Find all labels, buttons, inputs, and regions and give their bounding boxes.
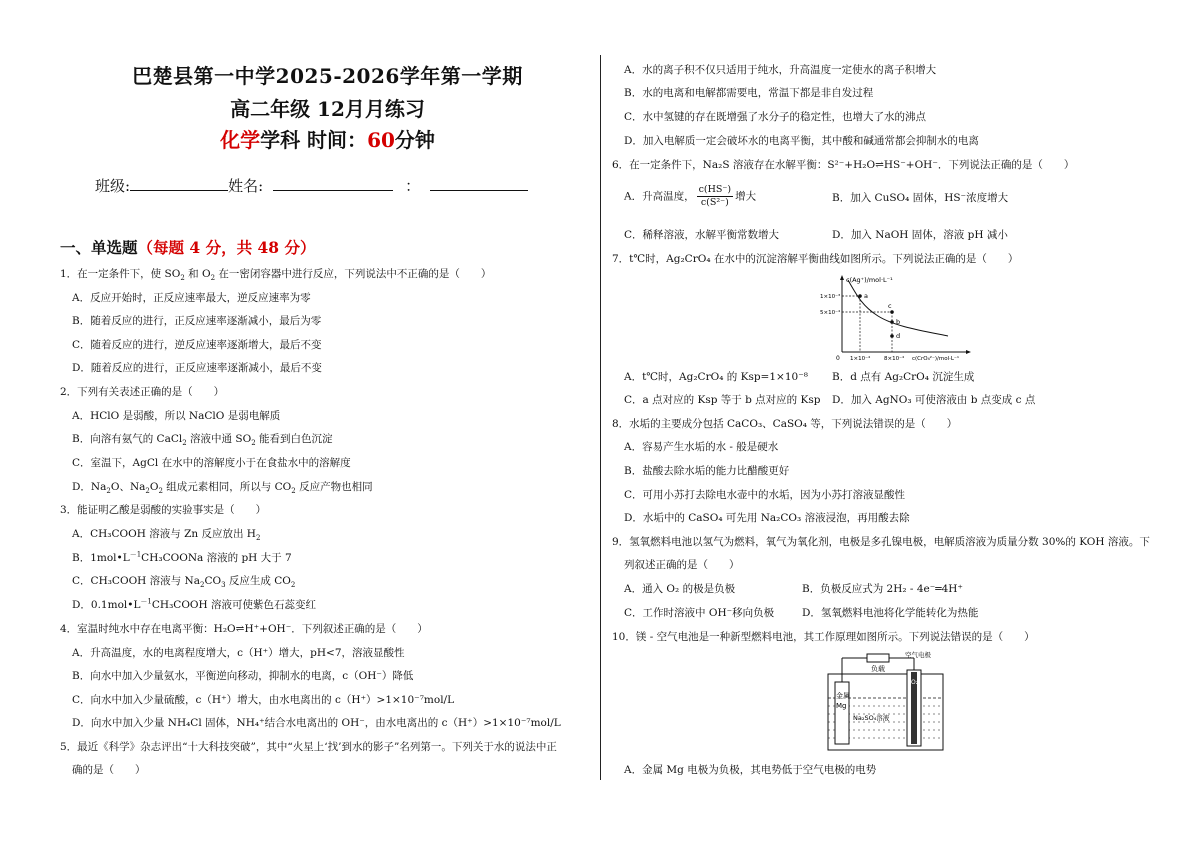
q3-option-c: C．CH₃COOH 溶液与 $Na_2CO_3$ 反应生成 $CO_2$ — [72, 575, 296, 590]
q4-option-d: D．向水中加入少量 NH₄Cl 固体，NH₄⁺结合水电离出的 OH⁻，由水电离出的 c（H⁺）>1×10⁻⁷mol/L — [72, 717, 561, 729]
mg-air-battery-diagram — [825, 650, 950, 755]
exam-subject-line — [55, 124, 600, 153]
name-field[interactable] — [273, 176, 393, 191]
point-a — [858, 294, 862, 298]
class-label: 班级: — [95, 177, 131, 195]
svg-text:Mg: Mg — [836, 702, 847, 710]
q7-option-a: A．t℃时，Ag₂CrO₄ 的 Ksp=1×10⁻⁸ — [624, 371, 808, 383]
q7-option-c: C．a 点对应的 Ksp 等于 b 点对应的 Ksp — [624, 394, 821, 406]
section-title-text: 一、单选题 — [60, 238, 138, 257]
point-d — [890, 334, 894, 338]
q8-option-d: D．水垢中的 CaSO₄ 可先用 Na₂CO₃ 溶液浸泡，再用酸去除 — [624, 512, 910, 524]
graph-y-tick-2: 5×10⁻⁴ — [820, 310, 841, 316]
q5-option-a: A．水的离子积不仅只适用于纯水，升高温度一定使水的离子积增大 — [624, 64, 937, 76]
q6-option-b: B．加入 CuSO₄ 固体，HS⁻浓度增大 — [832, 192, 1009, 204]
exam-subtitle: 高二年级 12月月练习 — [230, 97, 425, 121]
time-unit: 分钟 — [394, 128, 435, 152]
q1-option-d: D．随着反应的进行，正反应速率逐渐减小，最后不变 — [72, 362, 322, 374]
svg-text:c: c — [888, 302, 892, 310]
q2-option-a: A．HClO 是弱酸，所以 NaClO 是弱电解质 — [72, 410, 281, 422]
graph-y-tick-1: 1×10⁻³ — [820, 294, 841, 300]
q9-option-c: C．工作时溶液中 OH⁻移向负极 — [624, 607, 775, 619]
q5-option-b: B．水的电离和电解都需要电，常温下都是非自发过程 — [624, 87, 874, 99]
q4-option-c: C．向水中加入少量硫酸，c（H⁺）增大，由水电离出的 c（H⁺）>1×10⁻⁷mol/L — [72, 694, 455, 706]
q1-option-c: C．随着反应的进行，逆反应速率逐渐增大，最后不变 — [72, 339, 322, 351]
q2-option-b: B．向溶有氨气的 CaCl$_2$ 溶液中通 $SO_2$ 能看到白色沉淀 — [72, 433, 333, 448]
q6-option-a: A．升高温度， $\frac{c(HS^-)}{\text{c(S²⁻)}}$ 增大 — [624, 184, 757, 208]
q6-stem: 6．在一定条件下，Na₂S 溶液存在水解平衡：S²⁻+H₂O⇌HS⁻+OH⁻．下列说法正确的是（ ） — [612, 159, 1075, 171]
q9-stem-line2: 列叙述正确的是（ ） — [624, 559, 740, 571]
q2-option-c: C．室温下，AgCl 在水中的溶解度小于在食盐水中的溶解度 — [72, 457, 351, 469]
graph-x-tick-2: 8×10⁻⁴ — [884, 356, 905, 362]
q8-option-b: B．盐酸去除水垢的能力比醋酸更好 — [624, 465, 790, 477]
q9-stem-line1: 9．氢氧燃料电池以氢气为燃料，氧气为氧化剂，电极是多孔镍电极，电解质溶液为质量分数 30%的 KOH 溶液。下 — [612, 536, 1150, 548]
q5-stem-line1: 5．最近《科学》杂志评出“十大科技突破”，其中“火星上‘找’到水的影子”名列第一。下列关于水的说法中正 — [60, 741, 557, 753]
q8-option-a: A．容易产生水垢的水 - 般是硬水 — [624, 441, 779, 453]
q3-option-b: B．$1mol•L^{-1}CH_3COONa$ 溶液的 pH 大于 7 — [72, 550, 292, 564]
q9-option-a: A．通入 O₂ 的极是负极 — [624, 583, 736, 595]
q8-option-c: C．可用小苏打去除电水壶中的水垢，因为小苏打溶液显酸性 — [624, 489, 906, 501]
svg-text:a: a — [864, 292, 868, 300]
q2-option-d: D．$Na_2O$、$Na_2O_2$ 组成元素相同，所以与 $CO_2$ 反应产物也相同 — [72, 481, 373, 496]
q1-option-b: B．随着反应的进行，正反应速率逐渐减小，最后为零 — [72, 315, 322, 327]
q6-option-c: C．稀释溶液，水解平衡常数增大 — [624, 229, 780, 241]
svg-text:d: d — [896, 332, 901, 340]
class-field[interactable] — [130, 176, 228, 191]
q8-stem: 8．水垢的主要成分包括 CaCO₃、CaSO₄ 等，下列说法错误的是（ ） — [612, 418, 958, 430]
section-title — [60, 236, 315, 258]
subject-name: 化学 — [220, 128, 261, 152]
subject-rest: 学科 时间： — [260, 128, 368, 152]
column-divider — [600, 55, 601, 780]
svg-text:O₂: O₂ — [911, 679, 919, 686]
svg-text:负载: 负载 — [871, 665, 885, 673]
extra-colon: ： — [405, 177, 421, 195]
q1-stem: 1．在一定条件下，使 $SO_2$ 和 $O_2$ 在一密闭容器中进行反应，下列说法中不正确的是（ ） — [60, 268, 492, 283]
extra-field[interactable] — [430, 176, 528, 191]
svg-text:金属: 金属 — [836, 692, 850, 700]
q3-stem: 3．能证明乙酸是弱酸的实验事实是（ ） — [60, 504, 267, 516]
q10-stem: 10．镁 - 空气电池是一种新型燃料电池，其工作原理如图所示。下列说法错误的是（ ） — [612, 631, 1035, 643]
graph-x-tick-1: 1×10⁻⁴ — [850, 356, 871, 362]
name-label: 姓名: — [228, 177, 264, 195]
point-b — [890, 320, 894, 324]
graph-y-label: c(Ag⁺)/mol·L⁻¹ — [846, 276, 893, 284]
svg-text:空气电极: 空气电极 — [905, 651, 931, 659]
q9-option-d: D．氢氧燃料电池将化学能转化为热能 — [802, 607, 979, 619]
q1-option-a: A．反应开始时，正反应速率最大，逆反应速率为零 — [72, 292, 311, 304]
point-c — [890, 310, 894, 314]
graph-x-label: c(CrO₄²⁻)/mol·L⁻¹ — [912, 356, 960, 362]
svg-text:b: b — [896, 318, 901, 326]
student-info-row — [95, 175, 528, 196]
graph-origin: 0 — [836, 355, 840, 362]
q6-option-d: D．加入 NaOH 固体，溶液 pH 减小 — [832, 229, 1008, 241]
q7-option-d: D．加入 AgNO₃ 可使溶液由 b 点变成 c 点 — [832, 394, 1036, 406]
q5-option-c: C．水中氢键的存在既增强了水分子的稳定性，也增大了水的沸点 — [624, 111, 927, 123]
q3-option-d: D．$0.1mol•L^{-1}CH_3COOH$ 溶液可使紫色石蕊变红 — [72, 597, 317, 611]
time-value: 60 — [367, 128, 395, 152]
svg-text:Na₂SO₄溶液: Na₂SO₄溶液 — [853, 714, 890, 722]
ksp-curve-graph — [818, 272, 978, 362]
q5-stem-line2: 确的是（ ） — [72, 764, 146, 776]
q7-stem: 7．t℃时，Ag₂CrO₄ 在水中的沉淀溶解平衡曲线如图所示。下列说法正确的是（ ） — [612, 253, 1019, 265]
q9-option-b: B．负极反应式为 2H₂ - 4e⁻═4H⁺ — [802, 583, 963, 595]
load-resistor — [867, 654, 889, 662]
q4-option-a: A．升高温度，水的电离程度增大，c（H⁺）增大，pH<7，溶液显酸性 — [72, 647, 405, 659]
solubility-curve — [848, 280, 948, 336]
q6-fraction: $\frac{c(HS^-)}{\text{c(S²⁻)}}$ — [698, 184, 732, 208]
exam-title: 巴楚县第一中学2025-2026学年第一学期 — [132, 64, 523, 88]
q2-stem: 2．下列有关表述正确的是（ ） — [60, 386, 225, 398]
q7-option-b: B．d 点有 Ag₂CrO₄ 沉淀生成 — [832, 371, 975, 383]
q5-option-d: D．加入电解质一定会破坏水的电离平衡，其中酸和碱通常都会抑制水的电离 — [624, 135, 979, 147]
section-score-note: （每题 4 分，共 48 分） — [137, 238, 316, 257]
q4-option-b: B．向水中加入少量氨水，平衡逆向移动，抑制水的电离，c（OH⁻）降低 — [72, 670, 414, 682]
q3-option-a: A．CH₃COOH 溶液与 Zn 反应放出 $H_2$ — [72, 528, 261, 543]
q4-stem: 4．室温时纯水中存在电离平衡：H₂O⇌H⁺+OH⁻．下列叙述正确的是（ ） — [60, 623, 428, 635]
q10-option-a: A．金属 Mg 电极为负极，其电势低于空气电极的电势 — [624, 764, 877, 776]
